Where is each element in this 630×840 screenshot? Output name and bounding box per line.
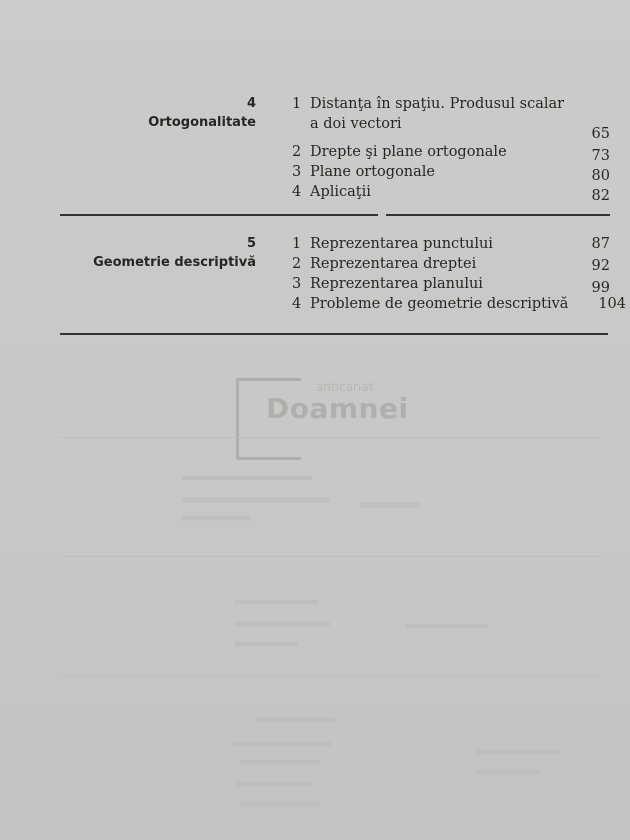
entry-title: Drepte şi plane ortogonale: [310, 144, 507, 160]
entry-title: Distanţa în spaţiu. Produsul scalar: [310, 96, 565, 112]
entry-title-continuation: a doi vectori: [310, 116, 402, 132]
watermark-big-text: Doamnei: [266, 392, 409, 425]
chapter-number: 5: [246, 236, 256, 251]
entry-number: 1: [292, 96, 302, 112]
chapter-title: Ortogonalitate: [148, 115, 256, 130]
entry-number: 4: [292, 296, 302, 312]
entry-page: 73: [591, 148, 610, 164]
entry-number: 1: [292, 236, 302, 252]
entry-number: 4: [292, 184, 302, 200]
entry-number: 2: [292, 144, 302, 160]
entry-page: 87: [591, 236, 610, 252]
entry-page: 104: [598, 296, 626, 312]
entry-title: Reprezentarea punctului: [310, 236, 493, 252]
entry-page: 92: [591, 258, 610, 274]
entry-page: 82: [591, 188, 610, 204]
entry-title: Reprezentarea planului: [310, 276, 483, 292]
entry-page: 65: [591, 126, 610, 142]
chapter-title: Geometrie descriptivă: [93, 255, 256, 270]
entry-page: 80: [591, 168, 610, 184]
watermark-small-text: anticariat: [316, 380, 374, 394]
entry-number: 3: [292, 276, 302, 292]
entry-number: 2: [292, 256, 302, 272]
chapter-number: 4: [246, 96, 256, 111]
entry-number: 3: [292, 164, 302, 180]
entry-title: Aplicaţii: [310, 184, 371, 200]
entry-title: Plane ortogonale: [310, 164, 435, 180]
entry-page: 99: [591, 280, 610, 296]
entry-title: Reprezentarea dreptei: [310, 256, 477, 272]
entry-title: Probleme de geometrie descriptivă: [310, 296, 569, 312]
